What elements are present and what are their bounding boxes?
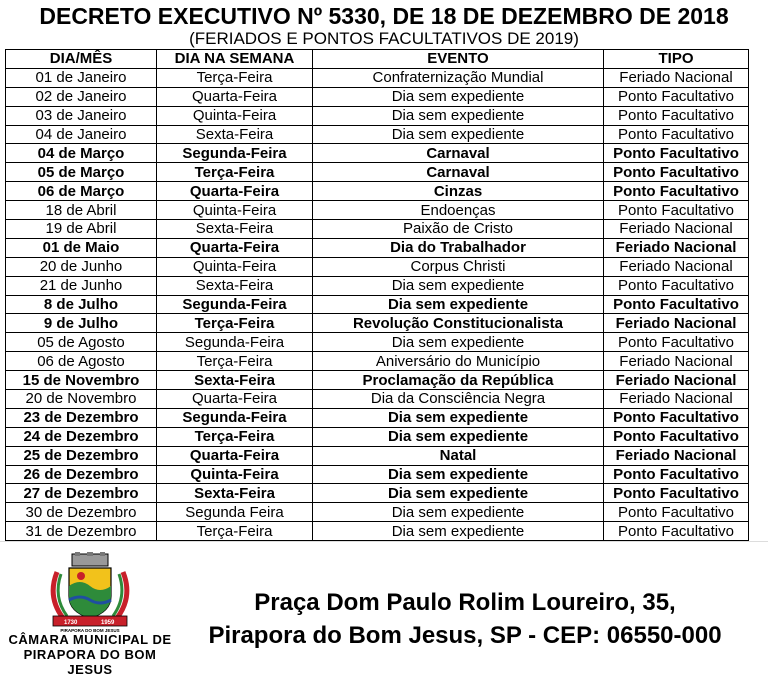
cell-date: 30 de Dezembro xyxy=(6,503,157,522)
org-name-line1: CÂMARA MUNICIPAL DE xyxy=(8,632,172,647)
cell-date: 04 de Janeiro xyxy=(6,125,157,144)
cell-weekday: Segunda-Feira xyxy=(157,144,313,163)
table-row xyxy=(6,295,749,314)
cell-weekday: Terça-Feira xyxy=(157,68,313,87)
cell-event: Dia sem expediente xyxy=(313,276,604,295)
cell-type: Ponto Facultativo xyxy=(604,503,749,522)
table-row xyxy=(6,465,749,484)
cell-type: Ponto Facultativo xyxy=(604,182,749,201)
table-row xyxy=(6,163,749,182)
cell-date: 8 de Julho xyxy=(6,295,157,314)
cell-type: Ponto Facultativo xyxy=(604,276,749,295)
cell-date: 26 de Dezembro xyxy=(6,465,157,484)
cell-date: 03 de Janeiro xyxy=(6,106,157,125)
cell-type: Feriado Nacional xyxy=(604,314,749,333)
table-row xyxy=(6,446,749,465)
cell-weekday: Segunda-Feira xyxy=(157,295,313,314)
cell-type: Feriado Nacional xyxy=(604,220,749,239)
cell-weekday: Segunda-Feira xyxy=(157,333,313,352)
cell-weekday: Segunda Feira xyxy=(157,503,313,522)
cell-weekday: Quarta-Feira xyxy=(157,446,313,465)
cell-event: Carnaval xyxy=(313,144,604,163)
cell-date: 20 de Novembro xyxy=(6,390,157,409)
table-row xyxy=(6,427,749,446)
cell-event: Corpus Christi xyxy=(313,257,604,276)
cell-date: 06 de Agosto xyxy=(6,352,157,371)
cell-weekday: Quarta-Feira xyxy=(157,87,313,106)
cell-event: Dia sem expediente xyxy=(313,87,604,106)
table-row xyxy=(6,276,749,295)
cell-date: 15 de Novembro xyxy=(6,371,157,390)
cell-date: 01 de Maio xyxy=(6,238,157,257)
cell-type: Feriado Nacional xyxy=(604,257,749,276)
crest-year-left: 1730 xyxy=(64,620,78,626)
column-header-date: DIA/MÊS xyxy=(6,50,157,69)
cell-date: 31 de Dezembro xyxy=(6,522,157,541)
cell-type: Ponto Facultativo xyxy=(604,408,749,427)
cell-event: Dia sem expediente xyxy=(313,503,604,522)
cell-event: Dia sem expediente xyxy=(313,295,604,314)
cell-event: Confraternização Mundial xyxy=(313,68,604,87)
cell-type: Ponto Facultativo xyxy=(604,484,749,503)
cell-weekday: Segunda-Feira xyxy=(157,408,313,427)
cell-date: 02 de Janeiro xyxy=(6,87,157,106)
cell-event: Dia sem expediente xyxy=(313,427,604,446)
cell-event: Proclamação da República xyxy=(313,371,604,390)
table-row xyxy=(6,503,749,522)
cell-type: Ponto Facultativo xyxy=(604,333,749,352)
cell-event: Carnaval xyxy=(313,163,604,182)
cell-type: Ponto Facultativo xyxy=(604,125,749,144)
cell-date: 23 de Dezembro xyxy=(6,408,157,427)
cell-type: Ponto Facultativo xyxy=(604,295,749,314)
table-row xyxy=(6,182,749,201)
address-line1: Praça Dom Paulo Rolim Loureiro, 35, xyxy=(254,589,676,616)
footer-divider xyxy=(0,541,768,542)
table-row xyxy=(6,220,749,239)
cell-weekday: Sexta-Feira xyxy=(157,276,313,295)
table-row xyxy=(6,333,749,352)
cell-event: Dia sem expediente xyxy=(313,484,604,503)
cell-weekday: Quinta-Feira xyxy=(157,257,313,276)
municipal-coat-of-arms-icon xyxy=(45,552,135,634)
column-header-type: TIPO xyxy=(604,50,749,69)
cell-date: 05 de Agosto xyxy=(6,333,157,352)
table-header-row xyxy=(6,50,749,69)
table-row xyxy=(6,314,749,333)
cell-type: Ponto Facultativo xyxy=(604,144,749,163)
cell-type: Feriado Nacional xyxy=(604,68,749,87)
table-row xyxy=(6,238,749,257)
cell-weekday: Terça-Feira xyxy=(157,427,313,446)
table-row xyxy=(6,87,749,106)
decree-title: DECRETO EXECUTIVO Nº 5330, DE 18 DE DEZEMBRO DE 2018 xyxy=(39,3,729,29)
cell-type: Ponto Facultativo xyxy=(604,465,749,484)
cell-type: Feriado Nacional xyxy=(604,390,749,409)
cell-type: Feriado Nacional xyxy=(604,238,749,257)
org-name-line2: PIRAPORA DO BOM JESUS xyxy=(23,647,157,677)
cell-event: Cinzas xyxy=(313,182,604,201)
table-row xyxy=(6,257,749,276)
cell-event: Dia sem expediente xyxy=(313,522,604,541)
cell-weekday: Quarta-Feira xyxy=(157,238,313,257)
table-row xyxy=(6,68,749,87)
cell-weekday: Quinta-Feira xyxy=(157,201,313,220)
table-row xyxy=(6,106,749,125)
cell-weekday: Sexta-Feira xyxy=(157,371,313,390)
cell-weekday: Sexta-Feira xyxy=(157,125,313,144)
cell-date: 25 de Dezembro xyxy=(6,446,157,465)
cell-event: Paixão de Cristo xyxy=(313,220,604,239)
cell-type: Feriado Nacional xyxy=(604,371,749,390)
cell-event: Revolução Constitucionalista xyxy=(313,314,604,333)
column-header-weekday: DIA NA SEMANA xyxy=(157,50,313,69)
cell-type: Ponto Facultativo xyxy=(604,522,749,541)
cell-type: Ponto Facultativo xyxy=(604,106,749,125)
holidays-table xyxy=(5,49,749,541)
cell-type: Ponto Facultativo xyxy=(604,201,749,220)
cell-event: Endoenças xyxy=(313,201,604,220)
cell-event: Dia sem expediente xyxy=(313,333,604,352)
crest-year-right: 1959 xyxy=(101,620,115,626)
cell-date: 19 de Abril xyxy=(6,220,157,239)
cell-type: Feriado Nacional xyxy=(604,446,749,465)
cell-weekday: Quarta-Feira xyxy=(157,390,313,409)
table-row xyxy=(6,352,749,371)
cell-weekday: Sexta-Feira xyxy=(157,220,313,239)
cell-event: Dia do Trabalhador xyxy=(313,238,604,257)
cell-event: Dia sem expediente xyxy=(313,465,604,484)
cell-weekday: Quarta-Feira xyxy=(157,182,313,201)
table-row xyxy=(6,371,749,390)
address-block xyxy=(170,586,760,652)
cell-weekday: Terça-Feira xyxy=(157,163,313,182)
cell-event: Dia sem expediente xyxy=(313,106,604,125)
table-row xyxy=(6,522,749,541)
table-row xyxy=(6,484,749,503)
column-header-event: EVENTO xyxy=(313,50,604,69)
cell-weekday: Quinta-Feira xyxy=(157,106,313,125)
cell-date: 24 de Dezembro xyxy=(6,427,157,446)
crest-banner-text: PIRAPORA DO BOM JESUS xyxy=(60,628,120,633)
cell-event: Natal xyxy=(313,446,604,465)
cell-type: Ponto Facultativo xyxy=(604,163,749,182)
cell-date: 01 de Janeiro xyxy=(6,68,157,87)
cell-date: 9 de Julho xyxy=(6,314,157,333)
table-row xyxy=(6,201,749,220)
cell-date: 27 de Dezembro xyxy=(6,484,157,503)
cell-event: Dia sem expediente xyxy=(313,408,604,427)
cell-event: Aniversário do Município xyxy=(313,352,604,371)
cell-event: Dia sem expediente xyxy=(313,125,604,144)
decree-subtitle: (FERIADOS E PONTOS FACULTATIVOS DE 2019) xyxy=(189,29,579,48)
cell-date: 05 de Março xyxy=(6,163,157,182)
cell-date: 18 de Abril xyxy=(6,201,157,220)
table-row xyxy=(6,390,749,409)
cell-event: Dia da Consciência Negra xyxy=(313,390,604,409)
table-row xyxy=(6,408,749,427)
cell-date: 06 de Março xyxy=(6,182,157,201)
cell-weekday: Terça-Feira xyxy=(157,352,313,371)
table-row xyxy=(6,144,749,163)
address-line2: Pirapora do Bom Jesus, SP - CEP: 06550-000 xyxy=(208,622,722,649)
cell-weekday: Sexta-Feira xyxy=(157,484,313,503)
cell-type: Ponto Facultativo xyxy=(604,87,749,106)
table-row xyxy=(6,125,749,144)
cell-type: Feriado Nacional xyxy=(604,352,749,371)
cell-type: Ponto Facultativo xyxy=(604,427,749,446)
cell-date: 04 de Março xyxy=(6,144,157,163)
org-name xyxy=(0,632,180,677)
cell-date: 20 de Junho xyxy=(6,257,157,276)
cell-weekday: Terça-Feira xyxy=(157,522,313,541)
cell-date: 21 de Junho xyxy=(6,276,157,295)
cell-weekday: Quinta-Feira xyxy=(157,465,313,484)
cell-weekday: Terça-Feira xyxy=(157,314,313,333)
